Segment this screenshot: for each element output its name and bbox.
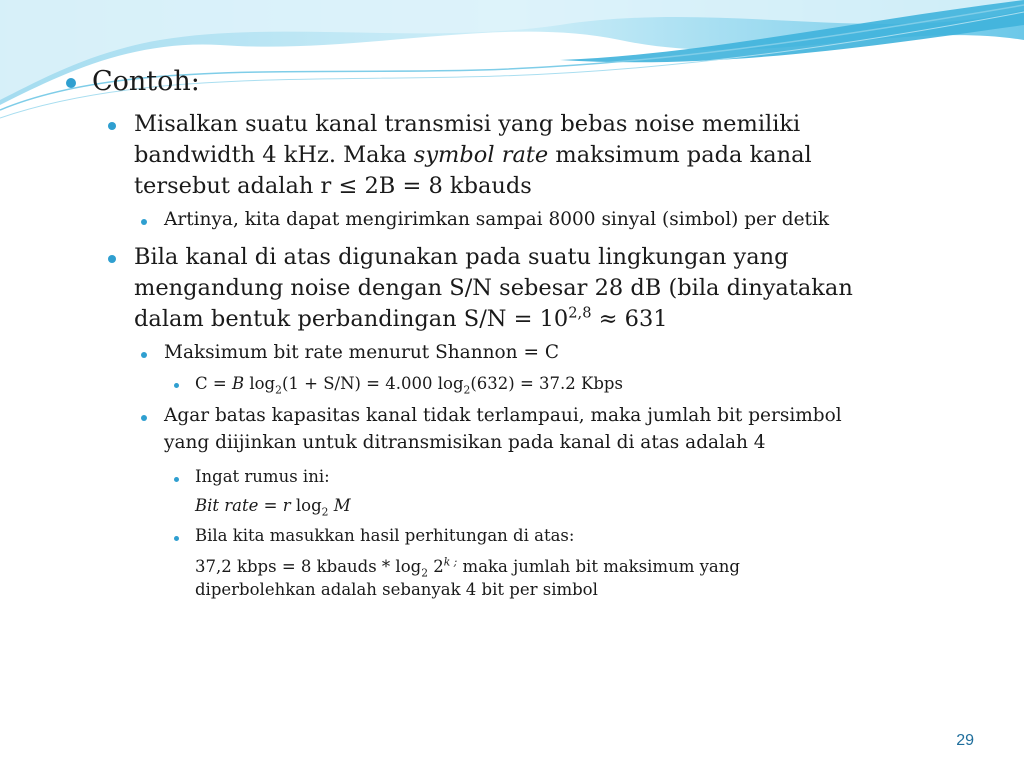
text-run: maka jumlah bit maksimum yang	[457, 557, 740, 576]
bila-hasil-line: Bila kita masukkan hasil perhitungan di atas:	[195, 526, 575, 545]
agar-line-2: yang diijinkan untuk ditransmisikan pada kanal di atas adalah 4	[164, 432, 766, 453]
symbol-rate-term: symbol rate	[413, 142, 549, 168]
text-run: log	[244, 374, 276, 393]
text-run: 2	[428, 557, 444, 576]
text-run: B	[231, 374, 245, 393]
shannon-formula	[195, 374, 623, 397]
shannon-line: Maksimum bit rate menurut Shannon = C	[164, 342, 559, 363]
text-run: dalam bentuk perbandingan S/N = 10	[134, 306, 569, 332]
text-run: ≈ 631	[591, 306, 668, 332]
bullet-dot	[141, 219, 147, 225]
artinya-line: Artinya, kita dapat mengirimkan sampai 8000 sinyal (simbol) per detik	[164, 209, 830, 230]
text-run: =	[258, 496, 283, 515]
text-run: maksimum pada kanal	[548, 142, 812, 168]
subscript: 2	[421, 566, 429, 580]
bullet-dot	[174, 383, 179, 388]
agar-line-1: Agar batas kapasitas kanal tidak terlampaui, maka jumlah bit persimbol	[164, 405, 842, 426]
text-run: Bit rate	[195, 496, 259, 515]
text-run: (1 + S/N) = 4.000 log	[281, 374, 464, 393]
subscript: 2	[463, 383, 471, 397]
bit-rate-formula	[195, 496, 351, 519]
ingat-line: Ingat rumus ini:	[195, 467, 330, 486]
paragraph-2-line-2: mengandung noise dengan S/N sebesar 28 dB (bila dinyatakan	[134, 275, 853, 301]
text-run: r	[282, 496, 291, 515]
exponent: 2,8	[568, 304, 592, 322]
subscript: 2	[321, 505, 329, 519]
subscript: 2	[275, 383, 282, 397]
paragraph-1-line-3: tersebut adalah r ≤ 2B = 8 kbauds	[134, 173, 532, 199]
bullet-dot	[141, 352, 147, 358]
slide-title: Contoh:	[92, 66, 200, 97]
paragraph-1-line-2	[134, 142, 812, 168]
bullet-dot	[141, 415, 147, 421]
paragraph-2-line-1: Bila kanal di atas digunakan pada suatu lingkungan yang	[134, 244, 789, 270]
calculation-line-2: diperbolehkan adalah sebanyak 4 bit per simbol	[195, 580, 598, 599]
bullet-dot	[174, 477, 179, 482]
exponent	[444, 556, 458, 569]
page-number: 29	[956, 732, 974, 749]
text-run: M	[328, 496, 351, 515]
paragraph-2-line-3	[134, 306, 668, 332]
text-run: 37,2 kbps = 8 kbauds * log	[195, 557, 422, 576]
text-run: log	[290, 496, 322, 515]
paragraph-1-line-1: Misalkan suatu kanal transmisi yang bebas noise memiliki	[134, 111, 801, 137]
text-run: bandwidth 4 kHz. Maka	[134, 142, 414, 168]
text-run: (632) = 37.2 Kbps	[470, 374, 623, 393]
text-run: k ;	[443, 555, 458, 569]
bullet-dot	[174, 536, 179, 541]
calculation-line-1	[195, 555, 740, 580]
bullet-dot	[108, 122, 116, 130]
text-run: C =	[195, 374, 232, 393]
bullet-dot	[108, 255, 116, 263]
bullet-dot	[66, 78, 76, 88]
